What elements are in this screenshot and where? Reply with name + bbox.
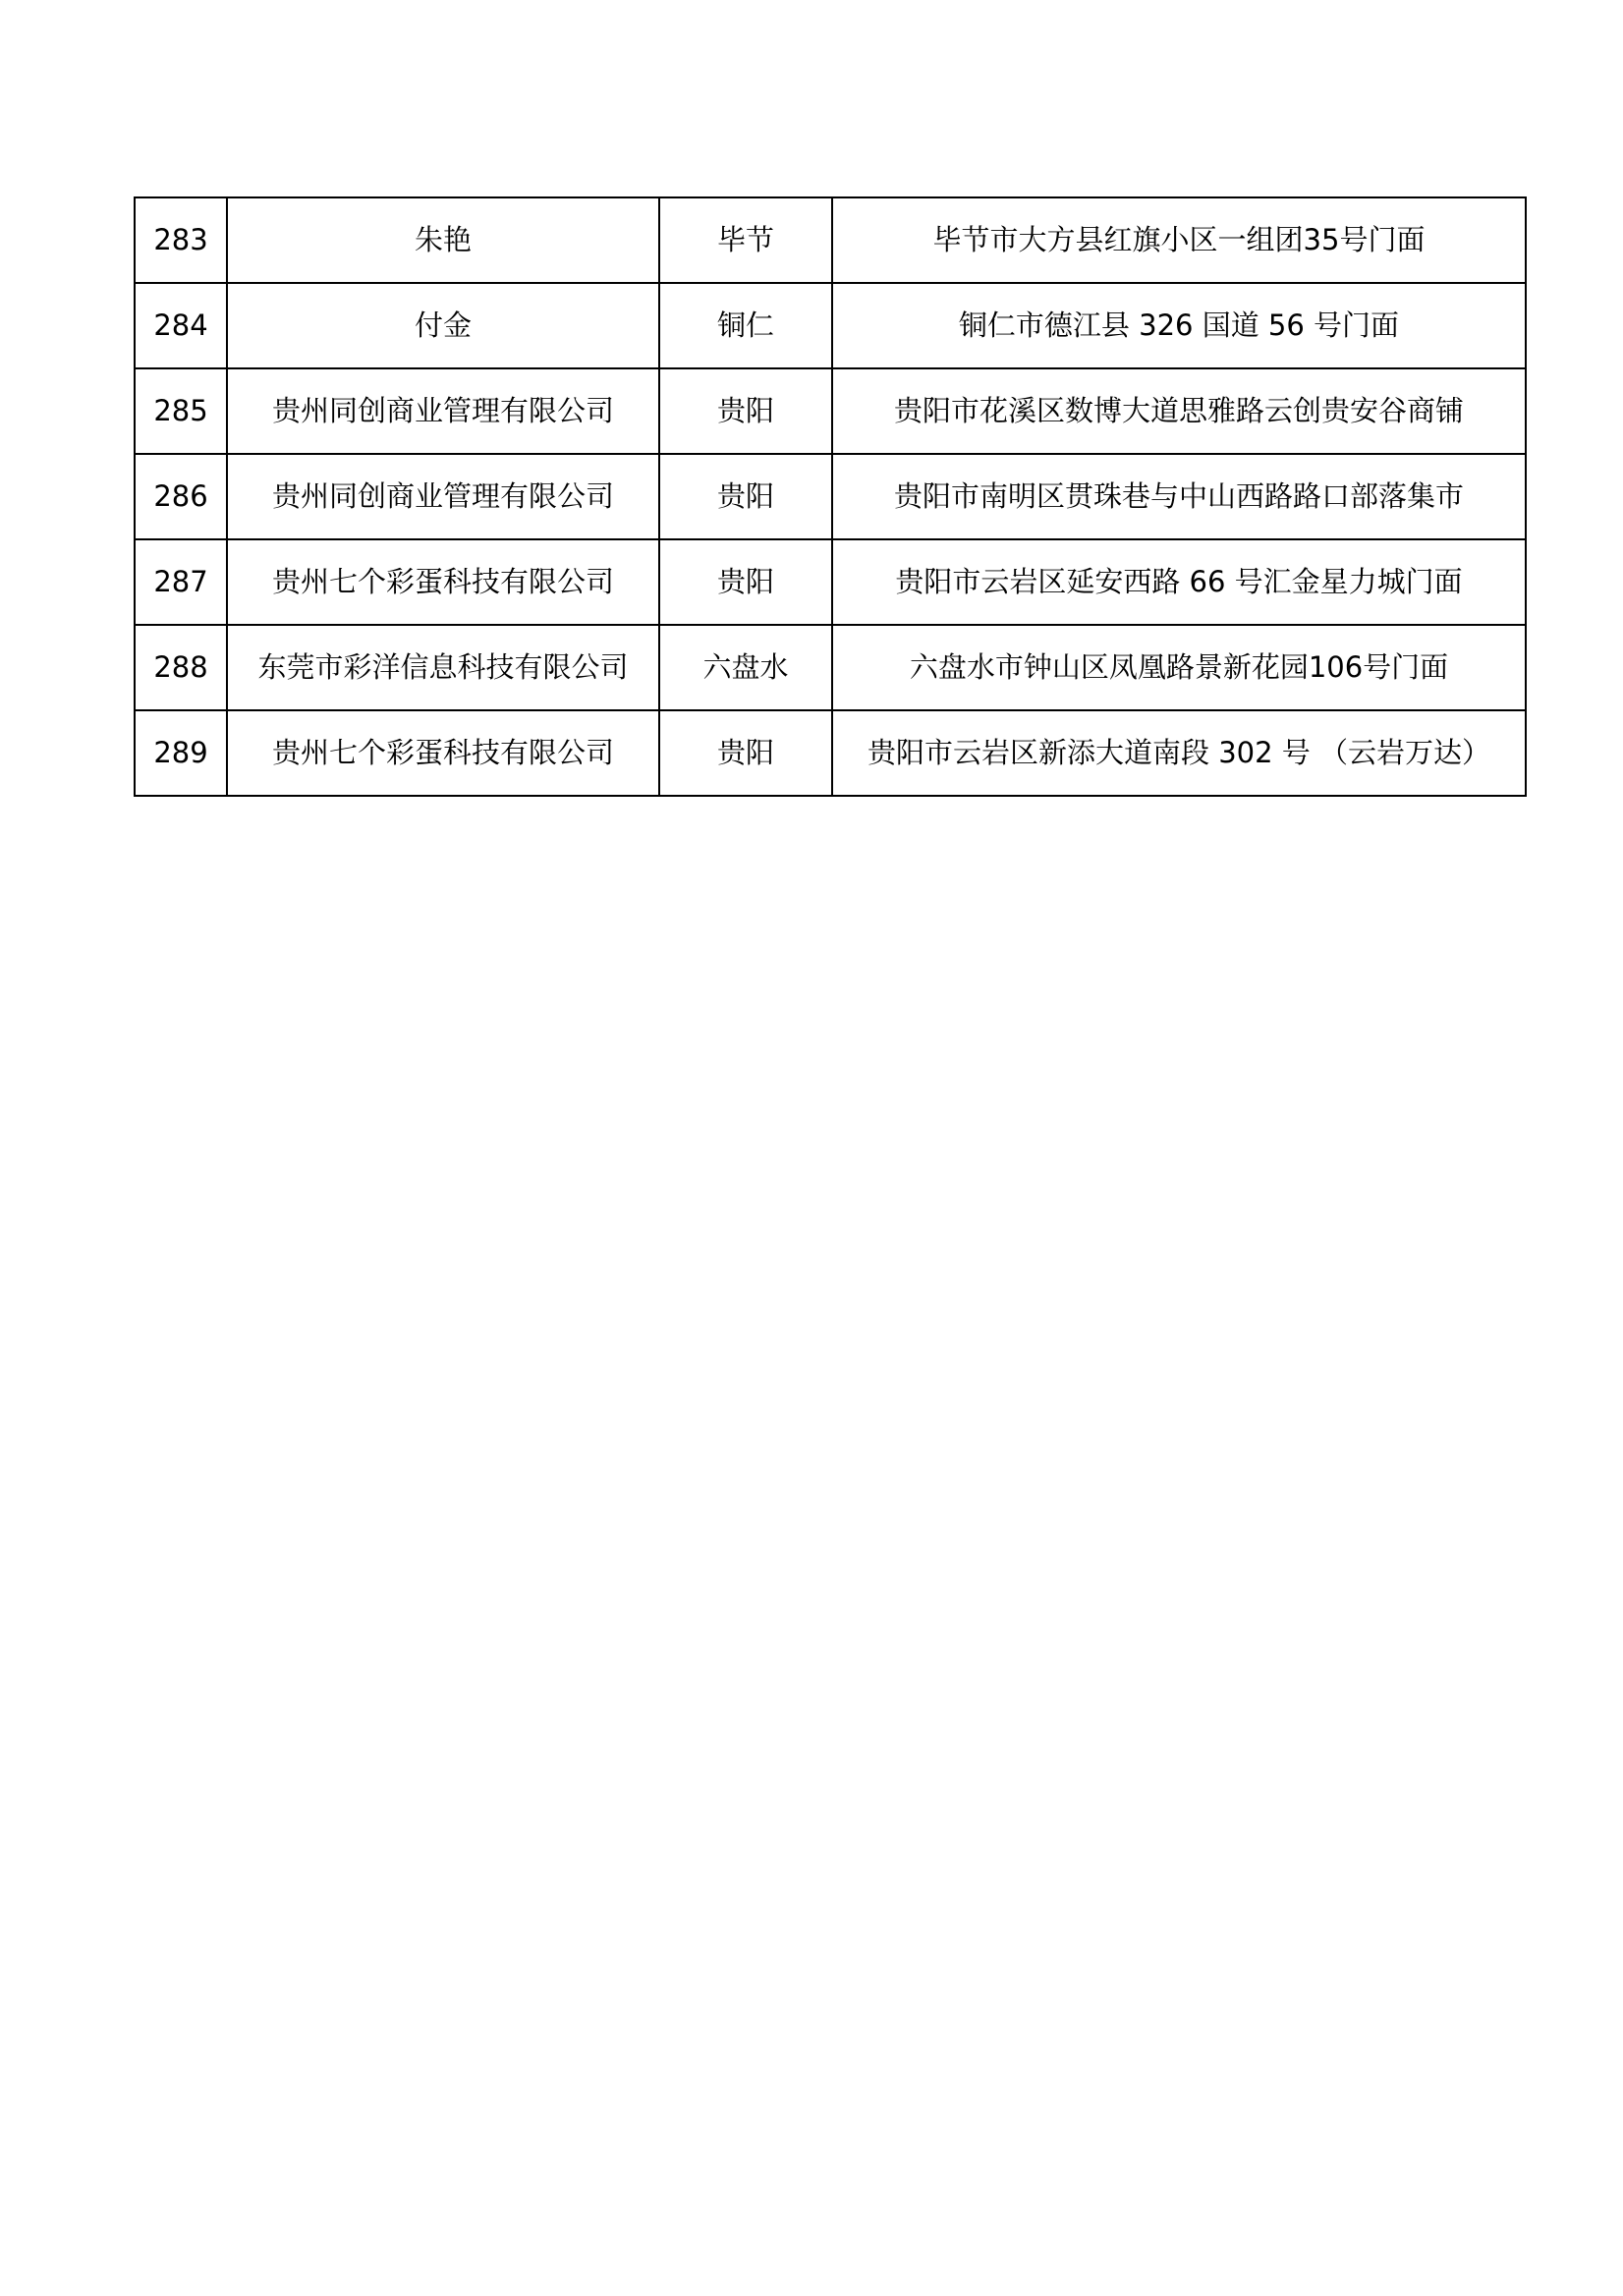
row-name: 东莞市彩洋信息科技有限公司 [227, 625, 659, 710]
row-name: 朱艳 [227, 197, 659, 283]
row-number: 286 [135, 454, 227, 539]
table-row [135, 454, 1526, 539]
row-name: 贵州七个彩蛋科技有限公司 [227, 539, 659, 625]
row-address: 贵阳市花溪区数博大道思雅路云创贵安谷商铺 [832, 368, 1526, 454]
records-table [134, 196, 1527, 797]
row-name: 贵州七个彩蛋科技有限公司 [227, 710, 659, 796]
row-number: 287 [135, 539, 227, 625]
row-city: 六盘水 [659, 625, 832, 710]
row-city: 铜仁 [659, 283, 832, 368]
table-row [135, 710, 1526, 796]
table-row [135, 539, 1526, 625]
row-address: 铜仁市德江县 326 国道 56 号门面 [832, 283, 1526, 368]
row-address: 贵阳市云岩区新添大道南段 302 号 （云岩万达） [832, 710, 1526, 796]
row-name: 贵州同创商业管理有限公司 [227, 368, 659, 454]
row-name: 贵州同创商业管理有限公司 [227, 454, 659, 539]
row-city: 贵阳 [659, 710, 832, 796]
row-address: 贵阳市云岩区延安西路 66 号汇金星力城门面 [832, 539, 1526, 625]
table-row [135, 283, 1526, 368]
row-address: 六盘水市钟山区凤凰路景新花园106号门面 [832, 625, 1526, 710]
table-row [135, 625, 1526, 710]
row-name: 付金 [227, 283, 659, 368]
row-number: 285 [135, 368, 227, 454]
row-address: 贵阳市南明区贯珠巷与中山西路路口部落集市 [832, 454, 1526, 539]
row-city: 毕节 [659, 197, 832, 283]
row-number: 288 [135, 625, 227, 710]
table-row [135, 368, 1526, 454]
table-row [135, 197, 1526, 283]
row-number: 289 [135, 710, 227, 796]
row-address: 毕节市大方县红旗小区一组团35号门面 [832, 197, 1526, 283]
row-number: 283 [135, 197, 227, 283]
row-city: 贵阳 [659, 539, 832, 625]
row-city: 贵阳 [659, 454, 832, 539]
row-number: 284 [135, 283, 227, 368]
row-city: 贵阳 [659, 368, 832, 454]
